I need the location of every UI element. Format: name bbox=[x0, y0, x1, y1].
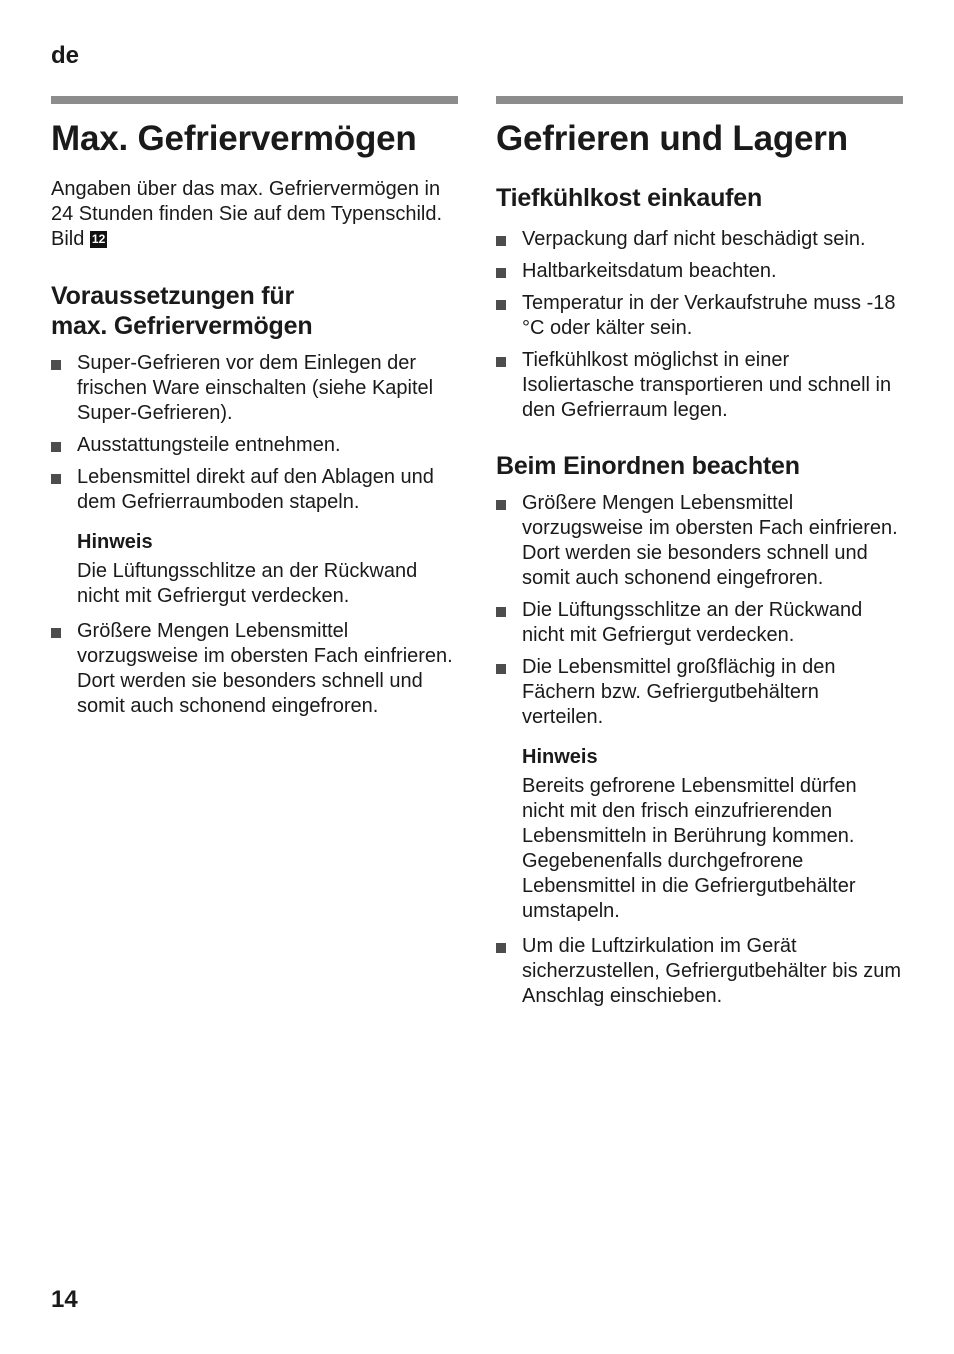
note-text: Bereits gefrorene Lebensmittel dürfen nicht mit den frisch einzufrierenden Lebensmitteln in Berührung kommen. Gegebenenfalls durchgefrorene Lebensmittel in die Gefriergutbehälter umstapeln. bbox=[522, 775, 857, 922]
list-item: Die Lebensmittel großflächig in den Fächern bzw. Gefriergutbehältern verteilen. bbox=[496, 655, 903, 730]
list-item: Ausstattungsteile entnehmen. bbox=[51, 433, 458, 458]
bullet-list bbox=[51, 619, 458, 719]
right-column bbox=[496, 96, 903, 1016]
note-title: Hinweis bbox=[77, 531, 153, 553]
bullet-list bbox=[496, 934, 903, 1009]
note-box bbox=[77, 529, 458, 609]
page-title: Gefrieren und Lagern bbox=[496, 119, 848, 158]
page-number: 14 bbox=[51, 1286, 78, 1313]
intro-paragraph bbox=[51, 177, 446, 252]
section-rule bbox=[496, 96, 903, 104]
section-heading: Voraussetzungen für max. Gefriervermögen bbox=[51, 282, 313, 340]
language-tag: de bbox=[51, 42, 80, 69]
figure-ref-badge: 12 bbox=[91, 232, 106, 246]
note-box bbox=[522, 744, 903, 924]
page-title: Max. Gefriervermögen bbox=[51, 119, 417, 158]
list-item: Die Lüftungsschlitze an der Rückwand nicht mit Gefriergut verdecken. bbox=[496, 598, 903, 648]
section-heading: Beim Einordnen beachten bbox=[496, 452, 800, 480]
list-item: Temperatur in der Verkaufstruhe muss -18 °C oder kälter sein. bbox=[496, 291, 903, 341]
left-column bbox=[51, 96, 458, 726]
list-item: Tiefkühlkost möglichst in einer Isoliertasche transportieren und schnell in den Gefrierraum legen. bbox=[496, 348, 903, 423]
list-item: Größere Mengen Lebensmittel vorzugsweise im obersten Fach einfrieren. Dort werden sie besonders schnell und somit auch schonend eingefroren. bbox=[496, 491, 903, 591]
bullet-list bbox=[496, 491, 903, 730]
note-title: Hinweis bbox=[522, 746, 598, 768]
bullet-list bbox=[51, 351, 458, 515]
list-item: Super-Gefrieren vor dem Einlegen der frischen Ware einschalten (siehe Kapitel Super-Gefrieren). bbox=[51, 351, 458, 426]
bullet-list bbox=[496, 227, 903, 423]
note-text: Die Lüftungsschlitze an der Rückwand nicht mit Gefriergut verdecken. bbox=[77, 560, 418, 607]
section-heading: Tiefkühlkost einkaufen bbox=[496, 184, 763, 212]
intro-text: Angaben über das max. Gefriervermögen in 24 Stunden finden Sie auf dem Typenschild. Bild bbox=[51, 178, 443, 250]
list-item: Größere Mengen Lebensmittel vorzugsweise im obersten Fach einfrieren. Dort werden sie besonders schnell und somit auch schonend eingefroren. bbox=[51, 619, 458, 719]
section-rule bbox=[51, 96, 458, 104]
list-item: Lebensmittel direkt auf den Ablagen und dem Gefrierraumboden stapeln. bbox=[51, 465, 458, 515]
list-item: Um die Luftzirkulation im Gerät sicherzustellen, Gefriergutbehälter bis zum Anschlag einschieben. bbox=[496, 934, 903, 1009]
list-item: Haltbarkeitsdatum beachten. bbox=[496, 259, 903, 284]
list-item: Verpackung darf nicht beschädigt sein. bbox=[496, 227, 903, 252]
